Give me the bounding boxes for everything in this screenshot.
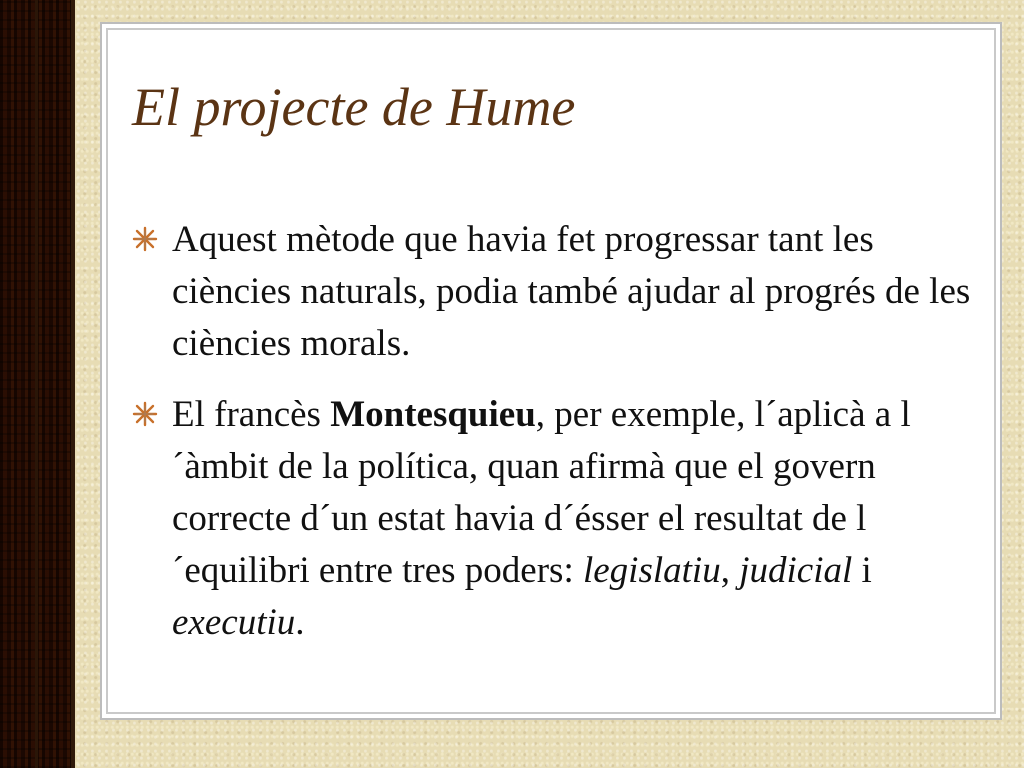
- bullet-text-middle: , per exemple, l´aplicà a l´àmbit de la política, quan afirmà que el govern correcte d´un estat havia d´ésser el resultat de l´equilibri entre tres poders:: [172, 394, 911, 591]
- italic-term: legislatiu: [582, 549, 721, 591]
- bullet-item: [132, 214, 982, 369]
- bullet-text-end: .: [295, 601, 305, 643]
- separator: ,: [720, 549, 740, 591]
- bullet-text: Aquest mètode que havia fet progressar tant les ciències naturals, podia també ajudar al progrés de les ciències morals.: [172, 219, 971, 364]
- bullet-text-before: El francès: [172, 394, 331, 436]
- bold-name: Montesquieu: [330, 394, 536, 436]
- slide-content-panel: [100, 22, 1002, 720]
- separator: i: [852, 549, 872, 591]
- bullet-item: [132, 389, 982, 648]
- sparkle-bullet-icon: [132, 226, 158, 252]
- italic-term: executiu: [172, 601, 296, 643]
- slide-title: El projecte de Hume: [132, 77, 576, 137]
- sparkle-bullet-icon: [132, 401, 158, 427]
- bullet-list: [132, 214, 982, 668]
- italic-term: judicial: [739, 549, 853, 591]
- decorative-wood-strip: [0, 0, 75, 768]
